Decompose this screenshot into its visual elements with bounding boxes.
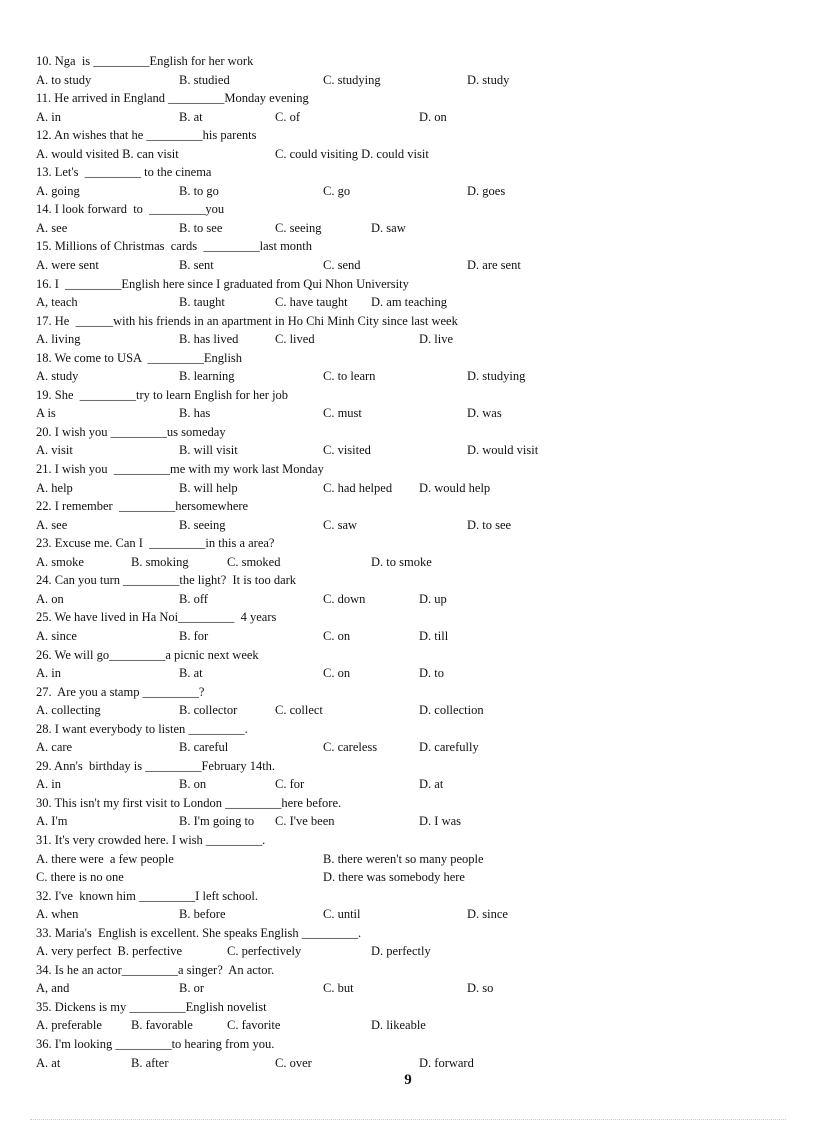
page-number: 9 <box>404 1072 412 1088</box>
question-text: 17. He ______with his friends in an apartment in Ho Chi Minh City since last week <box>36 313 458 328</box>
answer-options-row <box>36 627 796 646</box>
answer-option: A. smoke <box>36 554 84 569</box>
answer-option: B. has lived <box>179 332 239 347</box>
question-text: 20. I wish you _________us someday <box>36 424 226 439</box>
answer-option: B. off <box>179 591 208 606</box>
question-text: 24. Can you turn _________the light? It is too dark <box>36 573 297 588</box>
question-text: 32. I've known him _________I left school. <box>36 888 259 903</box>
answer-option: D. till <box>419 628 449 643</box>
answer-option: A. going <box>36 183 80 198</box>
answer-option: A. on <box>36 591 64 606</box>
answer-option: B. learning <box>179 369 235 384</box>
answer-option: B. taught <box>179 295 225 310</box>
answer-option: A. help <box>36 480 73 495</box>
question-text: 23. Excuse me. Can I _________in this a area? <box>36 536 275 551</box>
answer-options-row <box>36 367 796 386</box>
answer-option: C. over <box>275 1055 312 1070</box>
page-bottom-divider <box>30 1119 786 1120</box>
answer-options-row <box>36 664 796 683</box>
answer-option: D. since <box>467 907 508 922</box>
answer-option: C. seeing <box>275 220 322 235</box>
answer-options-row <box>36 738 796 757</box>
answer-option: A. at <box>36 1055 61 1070</box>
answer-option: A. in <box>36 109 61 124</box>
answer-option: D. up <box>419 591 447 606</box>
answer-option: A. when <box>36 907 79 922</box>
answer-option: D. am teaching <box>371 295 448 310</box>
answer-option: B. at <box>179 109 203 124</box>
answer-option: D. to see <box>467 517 512 532</box>
answer-option: B. or <box>179 981 204 996</box>
answer-option: B. studied <box>179 72 230 87</box>
answer-option: D. forward <box>419 1055 474 1070</box>
answer-option: B. on <box>179 777 207 792</box>
answer-options-row <box>36 182 796 201</box>
answer-options-row <box>36 590 796 609</box>
answer-option: C. for <box>275 777 305 792</box>
answer-option: C. smoked <box>227 554 281 569</box>
answer-options-row <box>36 330 796 349</box>
answer-option: D. would visit <box>467 443 539 458</box>
question-text: 35. Dickens is my _________English novelist <box>36 999 267 1014</box>
answer-option: D. perfectly <box>371 944 431 959</box>
answer-option: A. I'm <box>36 814 68 829</box>
answer-option: A. see <box>36 220 68 235</box>
answer-options-row <box>36 905 796 924</box>
question-text: 36. I'm looking _________to hearing from you. <box>36 1036 275 1051</box>
question-text: 25. We have lived in Ha Noi_________ 4 years <box>36 610 277 625</box>
question-text: 18. We come to USA _________English <box>36 350 243 365</box>
answer-option: C. collect <box>275 703 323 718</box>
answer-option: B. after <box>131 1055 169 1070</box>
answer-option: A. were sent <box>36 258 99 273</box>
answer-option: C. I've been <box>275 814 335 829</box>
answer-option: B. for <box>179 628 209 643</box>
answer-options-row <box>36 775 796 794</box>
answer-option: C. must <box>323 406 362 421</box>
answer-option: D. to <box>419 666 444 681</box>
answer-options-row <box>36 1054 796 1073</box>
answer-options-row <box>36 868 796 887</box>
answer-option: D. saw <box>371 220 406 235</box>
answer-option: C. on <box>323 628 351 643</box>
question-text: 29. Ann's birthday is _________February 14th. <box>36 758 276 773</box>
answer-option: C. have taught <box>275 295 348 310</box>
answer-option: A. collecting <box>36 703 101 718</box>
answer-option: B. favorable <box>131 1018 193 1033</box>
answer-option: C. careless <box>323 740 378 755</box>
answer-option: C. until <box>323 907 361 922</box>
answer-option: C. could visiting D. could visit <box>275 146 429 161</box>
answer-option: C. to learn <box>323 369 376 384</box>
answer-option: D. at <box>419 777 444 792</box>
answer-option: D. studying <box>467 369 526 384</box>
answer-option: D. would help <box>419 480 491 495</box>
answer-option: C. studying <box>323 72 381 87</box>
answer-options-row <box>36 108 796 127</box>
answer-option: B. has <box>179 406 211 421</box>
answer-option: A. there were a few people <box>36 851 174 866</box>
question-text: 21. I wish you _________me with my work last Monday <box>36 462 324 477</box>
question-text: 27. Are you a stamp _________? <box>36 684 205 699</box>
question-text: 26. We will go_________a picnic next week <box>36 647 259 662</box>
answer-option: C. go <box>323 183 351 198</box>
answer-option: C. visited <box>323 443 371 458</box>
answer-option: B. smoking <box>131 554 189 569</box>
answer-option: C. send <box>323 258 361 273</box>
answer-options-row <box>36 942 796 961</box>
question-text: 15. Millions of Christmas cards _________last month <box>36 239 313 254</box>
answer-options-row <box>36 219 796 238</box>
answer-option: A. care <box>36 740 73 755</box>
question-text: 16. I _________English here since I graduated from Qui Nhon University <box>36 276 409 291</box>
answer-option: A. study <box>36 369 79 384</box>
answer-option: A. in <box>36 666 61 681</box>
answer-option: B. at <box>179 666 203 681</box>
answer-option: A. see <box>36 517 68 532</box>
answer-option: A. very perfect B. perfective <box>36 944 183 959</box>
answer-option: C. favorite <box>227 1018 281 1033</box>
answer-option: D. live <box>419 332 454 347</box>
answer-option: D. there was somebody here <box>323 870 465 885</box>
answer-option: C. down <box>323 591 366 606</box>
answer-option: D. goes <box>467 183 506 198</box>
question-text: 33. Maria's English is excellent. She speaks English _________. <box>36 925 362 940</box>
answer-option: D. I was <box>419 814 462 829</box>
answer-options-row <box>36 553 796 572</box>
answer-options-row <box>36 1016 796 1035</box>
answer-option: A. preferable <box>36 1018 102 1033</box>
answer-option: B. I'm going to <box>179 814 255 829</box>
question-text: 30. This isn't my first visit to London _________here before. <box>36 795 342 810</box>
answer-option: B. will help <box>179 480 238 495</box>
answer-option: D. was <box>467 406 502 421</box>
answer-option: D. collection <box>419 703 484 718</box>
answer-option: C. had helped <box>323 480 393 495</box>
answer-options-row <box>36 516 796 535</box>
answer-option: D. are sent <box>467 258 521 273</box>
question-text: 11. He arrived in England _________Monday evening <box>36 91 309 106</box>
answer-option: B. will visit <box>179 443 238 458</box>
answer-options-row <box>36 145 796 164</box>
answer-option: C. saw <box>323 517 358 532</box>
answer-options-row <box>36 256 796 275</box>
question-text: 12. An wishes that he _________his parents <box>36 128 257 143</box>
question-list <box>36 52 796 1072</box>
answer-option: C. perfectively <box>227 944 302 959</box>
answer-options-row <box>36 71 796 90</box>
answer-option: C. of <box>275 109 300 124</box>
answer-option: A. would visited B. can visit <box>36 146 179 161</box>
answer-options-row <box>36 701 796 720</box>
answer-option: B. careful <box>179 740 229 755</box>
question-text: 22. I remember _________hersomewhere <box>36 499 249 514</box>
answer-options-row <box>36 404 796 423</box>
answer-option: B. there weren't so many people <box>323 851 484 866</box>
answer-options-row <box>36 293 796 312</box>
answer-option: B. seeing <box>179 517 226 532</box>
answer-option: C. there is no one <box>36 870 124 885</box>
answer-options-row <box>36 850 796 869</box>
answer-option: D. likeable <box>371 1018 426 1033</box>
answer-option: B. before <box>179 907 226 922</box>
question-text: 31. It's very crowded here. I wish _________. <box>36 832 266 847</box>
answer-option: A. since <box>36 628 77 643</box>
answer-option: B. collector <box>179 703 238 718</box>
answer-option: A. visit <box>36 443 73 458</box>
question-text: 14. I look forward to _________you <box>36 202 225 217</box>
answer-option: C. on <box>323 666 351 681</box>
answer-option: A. to study <box>36 72 92 87</box>
answer-option: A, teach <box>36 295 78 310</box>
question-text: 13. Let's _________ to the cinema <box>36 165 212 180</box>
question-text: 34. Is he an actor_________a singer? An actor. <box>36 962 275 977</box>
answer-option: D. carefully <box>419 740 479 755</box>
answer-option: B. to see <box>179 220 223 235</box>
answer-options-row <box>36 812 796 831</box>
answer-option: D. study <box>467 72 510 87</box>
answer-options-row <box>36 479 796 498</box>
answer-option: A, and <box>36 981 70 996</box>
answer-option: D. on <box>419 109 447 124</box>
answer-option: D. to smoke <box>371 554 432 569</box>
answer-options-row <box>36 441 796 460</box>
question-text: 10. Nga is _________English for her work <box>36 54 254 68</box>
answer-options-row <box>36 979 796 998</box>
answer-option: C. lived <box>275 332 315 347</box>
answer-option: C. but <box>323 981 354 996</box>
question-text: 19. She _________try to learn English for her job <box>36 387 289 402</box>
answer-option: A. living <box>36 332 81 347</box>
answer-option: D. so <box>467 981 494 996</box>
answer-option: B. to go <box>179 183 219 198</box>
question-text: 28. I want everybody to listen _________. <box>36 721 248 736</box>
answer-option: A is <box>36 406 56 421</box>
answer-option: B. sent <box>179 258 214 273</box>
answer-option: A. in <box>36 777 61 792</box>
